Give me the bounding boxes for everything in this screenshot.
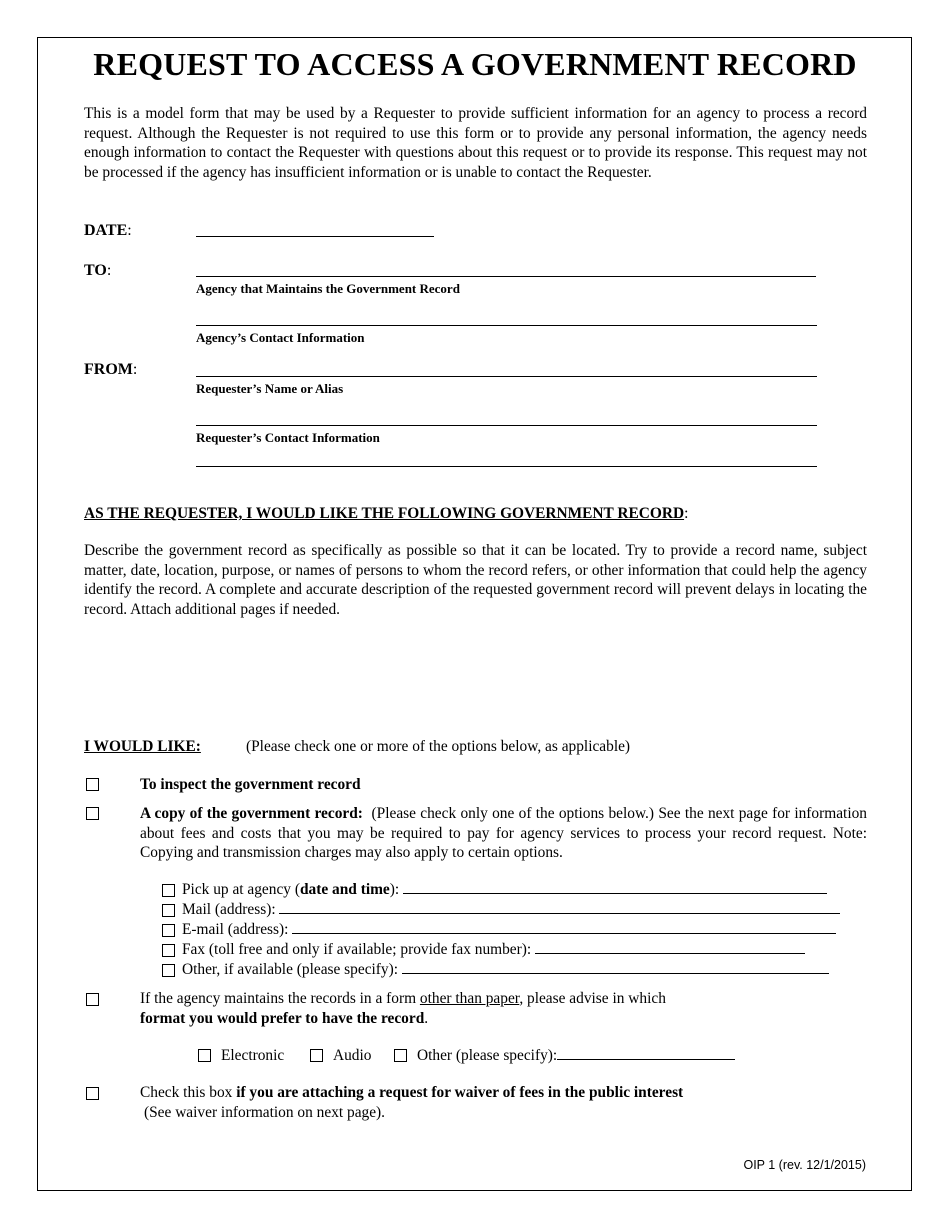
- format-option-text-2: format you would prefer to have the record.: [140, 1010, 429, 1027]
- waiver-option-text: Check this box if you are attaching a request for waiver of fees in the public interest: [140, 1084, 684, 1101]
- email-field[interactable]: [292, 921, 836, 934]
- fax-field[interactable]: [535, 941, 805, 954]
- electronic-checkbox[interactable]: [198, 1049, 211, 1062]
- would-like-heading: I WOULD LIKE:: [84, 738, 201, 755]
- requester-contact-caption: Requester’s Contact Information: [196, 430, 380, 445]
- agency-contact-caption: Agency’s Contact Information: [196, 330, 365, 345]
- copy-checkbox[interactable]: [86, 807, 99, 820]
- email-checkbox[interactable]: [162, 924, 175, 937]
- intro-paragraph: This is a model form that may be used by a Requester to provide sufficient information for an agency to process a record request. Although the Requester is not required to use this form or to provide any personal information, the agency needs enough information to contact the Requester with questions about this request or to provide its response. This request may not be processed if the agency has insufficient information or is unable to contact the Requester.: [84, 105, 867, 181]
- date-label: DATE:: [84, 222, 132, 239]
- electronic-label: Electronic: [221, 1047, 285, 1064]
- pickup-field[interactable]: [403, 881, 827, 894]
- form-title: REQUEST TO ACCESS A GOVERNMENT RECORD: [93, 46, 857, 82]
- requester-name-field[interactable]: [196, 376, 817, 377]
- other-delivery-field[interactable]: [402, 961, 829, 974]
- pickup-option: Pick up at agency (date and time):: [182, 880, 827, 900]
- mail-field[interactable]: [279, 901, 840, 914]
- mail-option: Mail (address):: [182, 900, 840, 920]
- requester-contact-field-2[interactable]: [196, 466, 817, 467]
- other-delivery-option: Other, if available (please specify):: [182, 960, 829, 980]
- record-heading: AS THE REQUESTER, I WOULD LIKE THE FOLLOWING GOVERNMENT RECORD:: [84, 505, 689, 522]
- date-field[interactable]: [196, 236, 434, 237]
- email-option: E-mail (address):: [182, 920, 836, 940]
- agency-contact-field[interactable]: [196, 325, 817, 326]
- waiver-note: (See waiver information on next page).: [144, 1104, 386, 1121]
- mail-checkbox[interactable]: [162, 904, 175, 917]
- form-revision: OIP 1 (rev. 12/1/2015): [743, 1158, 866, 1172]
- requester-contact-field[interactable]: [196, 425, 817, 426]
- copy-option-text: A copy of the government record: (Please check only one of the options below.) See the next page for information about fees and costs that you may be required to pay for agency services to process your record request. Note: Copying and transmission charges may also apply to certain options.: [140, 805, 867, 862]
- to-label: TO:: [84, 262, 112, 279]
- audio-checkbox[interactable]: [310, 1049, 323, 1062]
- would-like-note: (Please check one or more of the options below, as applicable): [246, 738, 631, 755]
- agency-name-field[interactable]: [196, 276, 816, 277]
- format-option-text: If the agency maintains the records in a form other than paper, please advise in which: [140, 990, 666, 1007]
- inspect-option-label: To inspect the government record: [140, 776, 361, 793]
- waiver-checkbox[interactable]: [86, 1087, 99, 1100]
- format-checkbox[interactable]: [86, 993, 99, 1006]
- record-description-instructions: Describe the government record as specifically as possible so that it can be located. Try to provide a record name, subject matter, date, location, purpose, or names of persons to whom the record refers, or other information that could help the agency identify the record. A complete and accurate description of the requested government record will prevent delays in locating the record. Attach additional pages if needed.: [84, 542, 867, 618]
- other-format-option: Other (please specify):: [417, 1046, 735, 1066]
- other-format-field[interactable]: [557, 1047, 735, 1060]
- other-format-checkbox[interactable]: [394, 1049, 407, 1062]
- record-description-area[interactable]: [84, 625, 867, 725]
- fax-option: Fax (toll free and only if available; provide fax number):: [182, 940, 805, 960]
- other-delivery-checkbox[interactable]: [162, 964, 175, 977]
- inspect-checkbox[interactable]: [86, 778, 99, 791]
- agency-name-caption: Agency that Maintains the Government Record: [196, 281, 460, 296]
- pickup-checkbox[interactable]: [162, 884, 175, 897]
- requester-name-caption: Requester’s Name or Alias: [196, 381, 344, 396]
- audio-label: Audio: [333, 1047, 372, 1064]
- from-label: FROM:: [84, 361, 138, 378]
- fax-checkbox[interactable]: [162, 944, 175, 957]
